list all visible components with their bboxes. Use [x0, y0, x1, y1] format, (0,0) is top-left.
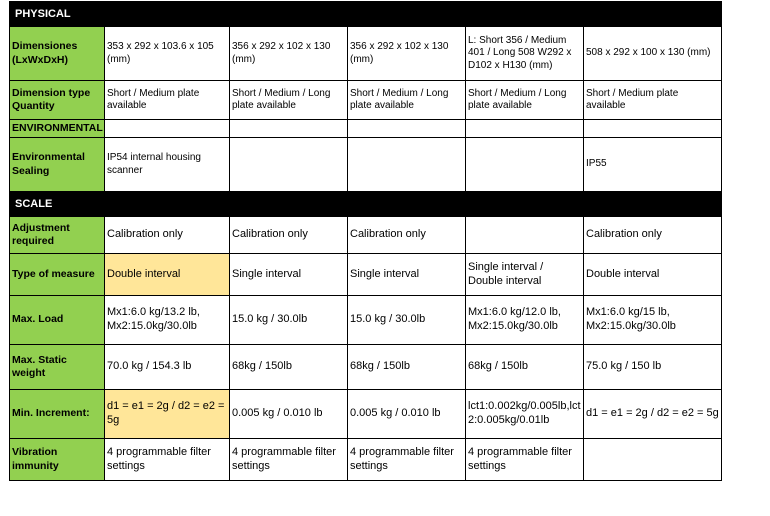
cell-sealing-3	[348, 138, 466, 192]
cell-increment-2: 0.005 kg / 0.010 lb	[230, 390, 348, 439]
cell-dimension-type-2: Short / Medium / Long plate available	[230, 81, 348, 120]
label-dimension-type: Dimension type Quantity	[10, 81, 105, 120]
cell-sealing-5: IP55	[584, 138, 722, 192]
spec-table	[9, 1, 722, 481]
cell-max-load-3: 15.0 kg / 30.0lb	[348, 296, 466, 345]
label-max-load: Max. Load	[10, 296, 105, 345]
cell-dimension-type-1: Short / Medium plate available	[105, 81, 230, 120]
row-vibration	[10, 439, 722, 481]
section-physical	[10, 2, 722, 27]
label-vibration: Vibration immunity	[10, 439, 105, 481]
label-environmental-sealing: Environmental Sealing	[10, 138, 105, 192]
cell-vibration-5	[584, 439, 722, 481]
cell-adjustment-2: Calibration only	[230, 217, 348, 254]
row-dimension-type	[10, 81, 722, 120]
cell-static-5: 75.0 kg / 150 lb	[584, 345, 722, 390]
cell-measure-4: Single interval / Double interval	[466, 254, 584, 296]
cell-dimensions-2: 356 x 292 x 102 x 130 (mm)	[230, 27, 348, 81]
label-max-static-weight: Max. Static weight	[10, 345, 105, 390]
row-max-load	[10, 296, 722, 345]
cell-static-3: 68kg / 150lb	[348, 345, 466, 390]
cell-max-load-4: Mx1:6.0 kg/12.0 lb, Mx2:15.0kg/30.0lb	[466, 296, 584, 345]
cell-adjustment-1: Calibration only	[105, 217, 230, 254]
cell-max-load-2: 15.0 kg / 30.0lb	[230, 296, 348, 345]
cell-max-load-5: Mx1:6.0 kg/15 lb, Mx2:15.0kg/30.0lb	[584, 296, 722, 345]
section-scale	[10, 192, 722, 217]
section-environmental	[10, 120, 722, 138]
cell-adjustment-4	[466, 217, 584, 254]
cell-increment-3: 0.005 kg / 0.010 lb	[348, 390, 466, 439]
cell-adjustment-5: Calibration only	[584, 217, 722, 254]
cell-dimensions-1: 353 x 292 x 103.6 x 105 (mm)	[105, 27, 230, 81]
cell-dimensions-3: 356 x 292 x 102 x 130 (mm)	[348, 27, 466, 81]
row-dimensions	[10, 27, 722, 81]
cell-sealing-1: IP54 internal housing scanner	[105, 138, 230, 192]
cell-measure-5: Double interval	[584, 254, 722, 296]
label-min-increment: Min. Increment:	[10, 390, 105, 439]
cell-sealing-4	[466, 138, 584, 192]
section-title-environmental: ENVIRONMENTAL	[10, 120, 105, 138]
row-environmental-sealing	[10, 138, 722, 192]
cell-increment-4: lct1:0.002kg/0.005lb,lct2:0.005kg/0.01lb	[466, 390, 584, 439]
section-title-physical: PHYSICAL	[10, 2, 722, 27]
row-min-increment	[10, 390, 722, 439]
cell-dimension-type-3: Short / Medium / Long plate available	[348, 81, 466, 120]
cell-static-4: 68kg / 150lb	[466, 345, 584, 390]
cell-vibration-2: 4 programmable filter settings	[230, 439, 348, 481]
label-type-of-measure: Type of measure	[10, 254, 105, 296]
section-title-scale: SCALE	[10, 192, 722, 217]
cell-vibration-1: 4 programmable filter settings	[105, 439, 230, 481]
cell-dimension-type-4: Short / Medium / Long plate available	[466, 81, 584, 120]
cell-measure-1: Double interval	[105, 254, 230, 296]
cell-dimension-type-5: Short / Medium plate available	[584, 81, 722, 120]
cell-measure-2: Single interval	[230, 254, 348, 296]
cell-sealing-2	[230, 138, 348, 192]
cell-adjustment-3: Calibration only	[348, 217, 466, 254]
cell-static-1: 70.0 kg / 154.3 lb	[105, 345, 230, 390]
row-max-static-weight	[10, 345, 722, 390]
cell-increment-1: d1 = e1 = 2g / d2 = e2 = 5g	[105, 390, 230, 439]
cell-measure-3: Single interval	[348, 254, 466, 296]
cell-dimensions-4: L: Short 356 / Medium 401 / Long 508 W292 x D102 x H130 (mm)	[466, 27, 584, 81]
cell-vibration-3: 4 programmable filter settings	[348, 439, 466, 481]
row-type-of-measure	[10, 254, 722, 296]
cell-dimensions-5: 508 x 292 x 100 x 130 (mm)	[584, 27, 722, 81]
cell-max-load-1: Mx1:6.0 kg/13.2 lb, Mx2:15.0kg/30.0lb	[105, 296, 230, 345]
cell-vibration-4: 4 programmable filter settings	[466, 439, 584, 481]
cell-static-2: 68kg / 150lb	[230, 345, 348, 390]
label-adjustment: Adjustment required	[10, 217, 105, 254]
row-adjustment	[10, 217, 722, 254]
cell-increment-5: d1 = e1 = 2g / d2 = e2 = 5g	[584, 390, 722, 439]
label-dimensions: Dimensiones (LxWxDxH)	[10, 27, 105, 81]
